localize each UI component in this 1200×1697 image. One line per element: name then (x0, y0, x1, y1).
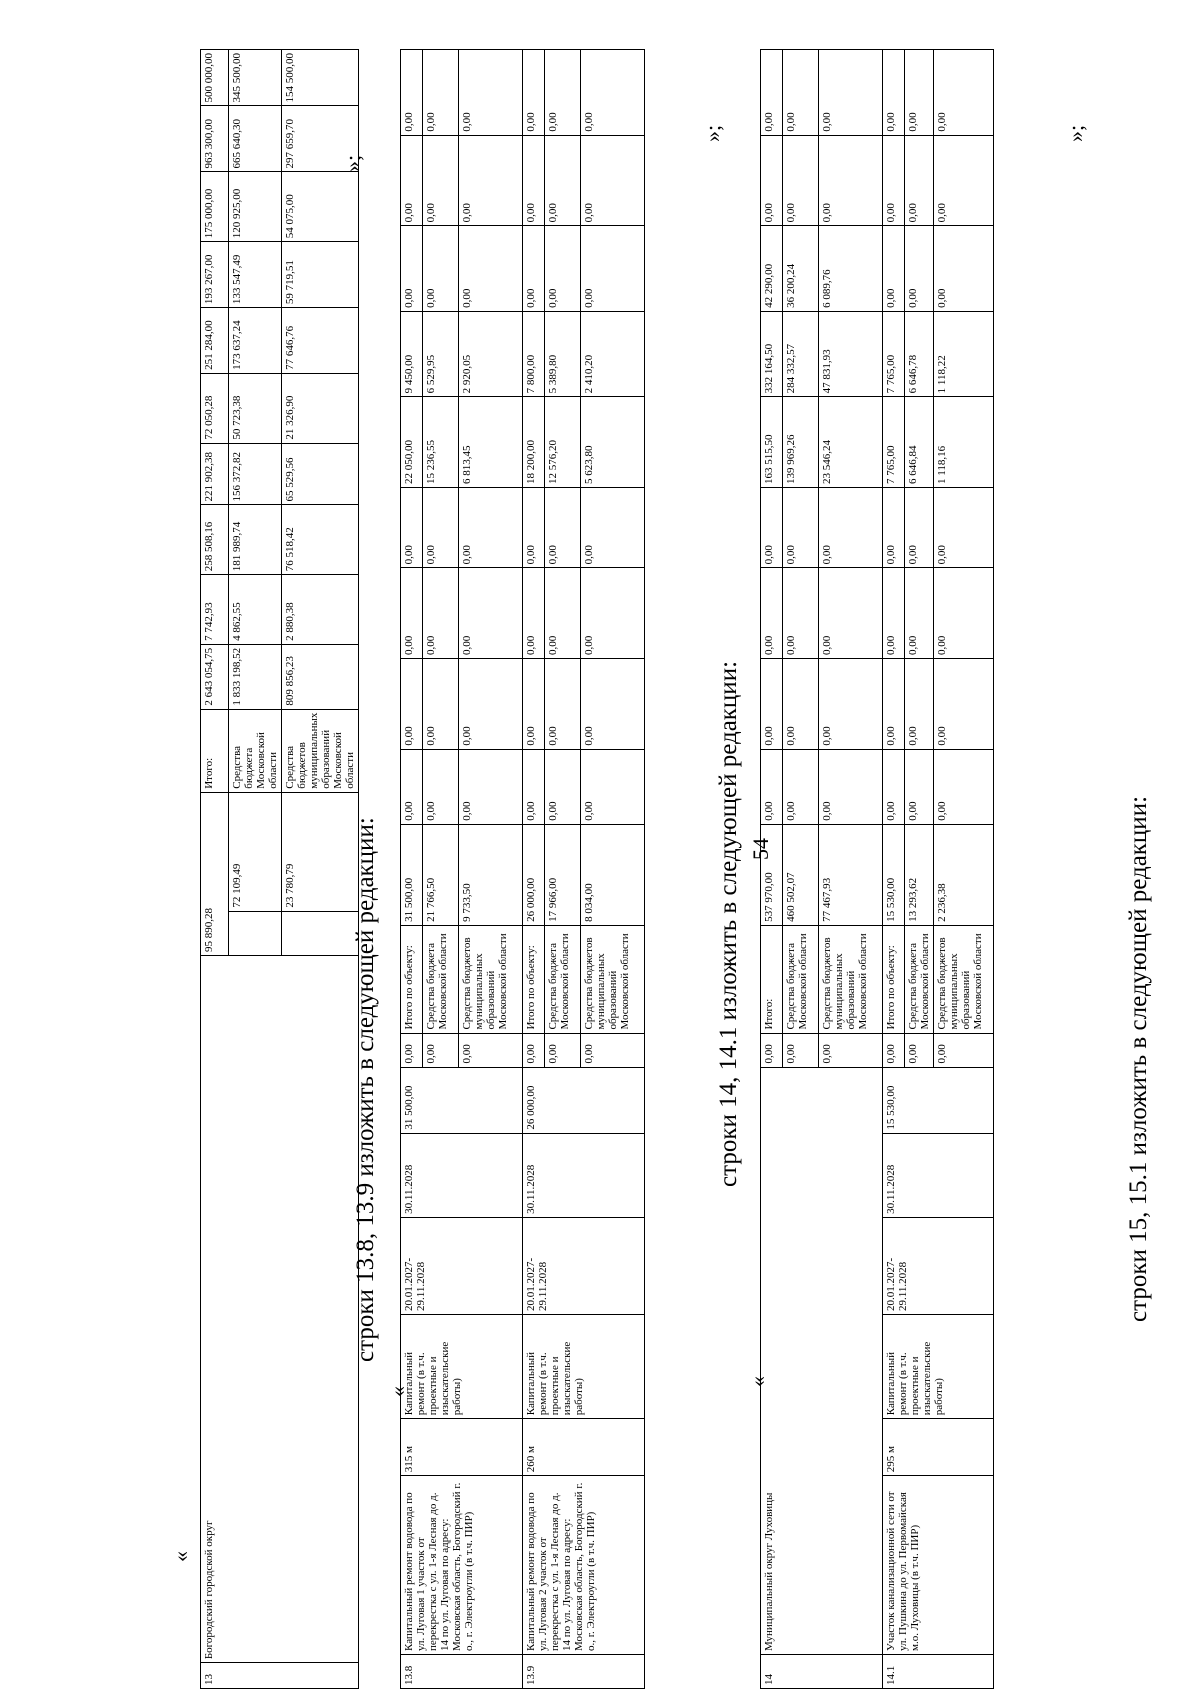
t2-row-1-open: 30.11.2028 (523, 1133, 645, 1217)
cell: 7 742,93 (201, 575, 229, 645)
heading-14: строки 14, 14.1 изложить в следующей редакции: (715, 660, 742, 1187)
t3-r14-src-2: Средства бюджетов муниципальных образований Московской области (819, 925, 883, 1033)
cell: 6 646,84 (905, 397, 934, 488)
cell: 0,00 (905, 749, 934, 824)
cell: 2 643 054,75 (201, 644, 229, 709)
cell: 76 518,42 (282, 505, 359, 575)
t2-row-1-fin-1: 0,00 (545, 1033, 581, 1067)
cell: 18 200,00 (523, 397, 545, 488)
t3-r141-cost: 15 530,00 (883, 1067, 994, 1133)
t1-name: Богородский городской округ (201, 955, 359, 1662)
cell: 0,00 (761, 50, 783, 136)
cell: 26 000,00 (523, 824, 545, 925)
cell: 0,00 (761, 135, 783, 226)
t3-r14-fin-2: 0,00 (819, 1033, 883, 1067)
t1-num: 13 (201, 1663, 359, 1689)
cell: 9 733,50 (459, 824, 523, 925)
t3-r141-src-1: Средства бюджета Московской области (905, 925, 934, 1033)
cell: 7 765,00 (883, 397, 905, 488)
cell: 2 880,38 (282, 575, 359, 645)
t2-row-1-fin-0: 0,00 (523, 1033, 545, 1067)
heading-13-8: строки 13.8, 13.9 изложить в следующей редакции: (352, 817, 379, 1362)
t2-row-0-fin-2: 0,00 (459, 1033, 523, 1067)
cell: 332 164,50 (761, 311, 783, 397)
cell: 175 000,00 (201, 172, 229, 242)
cell: 0,00 (545, 658, 581, 749)
cell: 0,00 (581, 50, 645, 136)
cell: 0,00 (423, 568, 459, 659)
cell: 0,00 (401, 568, 423, 659)
cell: 2 920,05 (459, 311, 523, 397)
cell: 0,00 (459, 568, 523, 659)
t2-row-0-type: Капитальный ремонт (в т.ч. проектные и изыскательские работы) (401, 1314, 523, 1418)
cell: 1 118,22 (934, 311, 994, 397)
cell: 22 050,00 (401, 397, 423, 488)
cell: 0,00 (401, 749, 423, 824)
t3-r141-fin-1: 0,00 (905, 1033, 934, 1067)
cell: 0,00 (783, 488, 819, 568)
cell: 1 833 198,52 (229, 644, 282, 709)
cell: 0,00 (819, 135, 883, 226)
cell: 0,00 (459, 488, 523, 568)
cell: 0,00 (761, 749, 783, 824)
cell: 5 389,80 (545, 311, 581, 397)
cell: 0,00 (581, 135, 645, 226)
t2-row-1-src-2: Средства бюджетов муниципальных образований Московской области (581, 925, 645, 1033)
cell: 0,00 (783, 50, 819, 136)
cell: 59 719,51 (282, 242, 359, 308)
t2-row-1-num: 13.9 (523, 1655, 645, 1689)
cell: 0,00 (423, 50, 459, 136)
open-quote-2: « (385, 1386, 410, 1397)
cell: 0,00 (783, 749, 819, 824)
cell: 23 546,24 (819, 397, 883, 488)
cell: 8 034,00 (581, 824, 645, 925)
cell: 15 530,00 (883, 824, 905, 925)
cell: 0,00 (423, 488, 459, 568)
cell: 12 576,20 (545, 397, 581, 488)
t2-row-0-open: 30.11.2028 (401, 1133, 523, 1217)
cell: 163 515,50 (761, 397, 783, 488)
t2-row-1-src-0: Итого по объекту: (523, 925, 545, 1033)
cell: 173 637,24 (229, 308, 282, 374)
cell: 50 723,38 (229, 373, 282, 443)
cell: 500 000,00 (201, 50, 229, 107)
cell: 0,00 (934, 568, 994, 659)
cell: 0,00 (401, 658, 423, 749)
cell: 0,00 (523, 226, 545, 312)
t3-r141-src-0: Итого по объекту: (883, 925, 905, 1033)
t2-row-1-type: Капитальный ремонт (в т.ч. проектные и изыскательские работы) (523, 1314, 645, 1418)
cell: 665 640,30 (229, 106, 282, 172)
cell: 0,00 (883, 50, 905, 136)
cell: 6 529,95 (423, 311, 459, 397)
cell: 0,00 (934, 226, 994, 312)
cell: 284 332,57 (783, 311, 819, 397)
cell: 47 831,93 (819, 311, 883, 397)
cell: 7 765,00 (883, 311, 905, 397)
cell: 5 623,80 (581, 397, 645, 488)
cell: 0,00 (459, 50, 523, 136)
cell: 0,00 (761, 658, 783, 749)
cell: 0,00 (883, 226, 905, 312)
cell: 0,00 (401, 135, 423, 226)
t3-r141-fin-2: 0,00 (934, 1033, 994, 1067)
cell: 13 293,62 (905, 824, 934, 925)
t2-row-0-src-0: Итого по объекту: (401, 925, 423, 1033)
cell: 0,00 (819, 488, 883, 568)
heading-15: строки 15, 15.1 изложить в следующей редакции: (1125, 795, 1152, 1322)
cell: 0,00 (761, 488, 783, 568)
cell: 0,00 (783, 658, 819, 749)
t1-c5-1: 72 109,49 (229, 792, 282, 911)
cell: 0,00 (545, 488, 581, 568)
cell: 0,00 (545, 135, 581, 226)
cell: 0,00 (905, 568, 934, 659)
cell: 6 813,45 (459, 397, 523, 488)
t2-row-0-name: Капитальный ремонт водовода по ул. Луговая 1 участок от перекрестка с ул. 1-я Лесная до д. 14 по ул. Луговая по адресу: Московская область, Богородский г. о., г. Электроугли (в т.ч. ПИР) (401, 1476, 523, 1655)
t2-row-0-dates: 20.01.2027-29.11.2028 (401, 1217, 523, 1314)
t3-r14-num: 14 (761, 1655, 883, 1689)
cell: 0,00 (545, 226, 581, 312)
cell: 120 925,00 (229, 172, 282, 242)
t2-row-0-fin-1: 0,00 (423, 1033, 459, 1067)
cell: 0,00 (401, 226, 423, 312)
cell: 0,00 (883, 658, 905, 749)
cell: 0,00 (523, 658, 545, 749)
cell: 809 856,23 (282, 644, 359, 709)
t1-c5-0: 95 890,28 (201, 792, 229, 955)
t3-r14-name: Муниципальный округ Луховицы (761, 1067, 883, 1654)
cell: 0,00 (459, 226, 523, 312)
cell: 345 500,00 (229, 50, 282, 107)
t2-row-0-src-2: Средства бюджетов муниципальных образований Московской области (459, 925, 523, 1033)
t2-row-0-fin-0: 0,00 (401, 1033, 423, 1067)
open-quote-1: « (168, 1551, 193, 1562)
cell: 0,00 (934, 749, 994, 824)
cell: 133 547,49 (229, 242, 282, 308)
t2-row-0-src-1: Средства бюджета Московской области (423, 925, 459, 1033)
cell: 460 502,07 (783, 824, 819, 925)
t2-row-1-fin-2: 0,00 (581, 1033, 645, 1067)
cell: 4 862,55 (229, 575, 282, 645)
cell: 15 236,55 (423, 397, 459, 488)
cell: 36 200,24 (783, 226, 819, 312)
cell: 0,00 (401, 50, 423, 136)
cell: 42 290,00 (761, 226, 783, 312)
cell: 963 300,00 (201, 106, 229, 172)
cell: 0,00 (783, 568, 819, 659)
t1-src-1: Средства бюджета Московской области (229, 709, 282, 792)
cell: 0,00 (761, 568, 783, 659)
cell: 0,00 (423, 658, 459, 749)
cell: 65 529,56 (282, 443, 359, 505)
cell: 251 284,00 (201, 308, 229, 374)
t3-r141-fin-0: 0,00 (883, 1033, 905, 1067)
cell: 154 500,00 (282, 50, 359, 107)
cell: 0,00 (883, 568, 905, 659)
cell: 297 659,70 (282, 106, 359, 172)
cell: 7 800,00 (523, 311, 545, 397)
cell: 0,00 (459, 135, 523, 226)
t3-r141-src-2: Средства бюджетов муниципальных образований Московской области (934, 925, 994, 1033)
cell: 31 500,00 (401, 824, 423, 925)
cell: 0,00 (883, 135, 905, 226)
cell: 77 646,76 (282, 308, 359, 374)
cell: 221 902,38 (201, 443, 229, 505)
cell: 0,00 (423, 135, 459, 226)
cell: 537 970,00 (761, 824, 783, 925)
cell: 6 089,76 (819, 226, 883, 312)
cell: 0,00 (459, 749, 523, 824)
cell: 0,00 (459, 658, 523, 749)
cell: 0,00 (423, 749, 459, 824)
cell: 0,00 (819, 568, 883, 659)
t3-r14-fin-1: 0,00 (783, 1033, 819, 1067)
cell: 0,00 (934, 50, 994, 136)
cell: 193 267,00 (201, 242, 229, 308)
cell: 0,00 (581, 568, 645, 659)
cell: 0,00 (905, 226, 934, 312)
cell: 0,00 (523, 50, 545, 136)
cell: 21 326,90 (282, 373, 359, 443)
cell: 0,00 (883, 749, 905, 824)
cell: 0,00 (934, 135, 994, 226)
cell: 181 989,74 (229, 505, 282, 575)
cell: 2 236,38 (934, 824, 994, 925)
t2-row-1-power: 260 м (523, 1419, 645, 1476)
cell: 54 075,00 (282, 172, 359, 242)
cell: 258 508,16 (201, 505, 229, 575)
cell: 0,00 (581, 226, 645, 312)
cell: 72 050,28 (201, 373, 229, 443)
t2-row-0-cost: 31 500,00 (401, 1067, 523, 1133)
t3-r141-num: 14.1 (883, 1655, 994, 1689)
t3-r141-power: 295 м (883, 1419, 994, 1476)
cell: 21 766,50 (423, 824, 459, 925)
close-quote-3: »; (1063, 124, 1088, 142)
cell: 0,00 (905, 488, 934, 568)
t2-row-1-cost: 26 000,00 (523, 1067, 645, 1133)
open-quote-3: « (745, 1376, 770, 1387)
cell: 77 467,93 (819, 824, 883, 925)
t3-r141-dates: 20.01.2027-29.11.2028 (883, 1217, 994, 1314)
cell: 0,00 (905, 658, 934, 749)
t1-c5-2: 23 780,79 (282, 792, 359, 911)
table-rows-13-8-13-9 (400, 49, 645, 1689)
table-rows-14-14-1 (760, 49, 994, 1689)
cell: 0,00 (523, 568, 545, 659)
cell: 0,00 (819, 658, 883, 749)
cell: 0,00 (545, 50, 581, 136)
cell: 0,00 (934, 488, 994, 568)
t3-r14-src-0: Итого: (761, 925, 783, 1033)
page-number: 54 (748, 838, 773, 860)
t1-src-0: Итого: (201, 709, 229, 792)
t3-r141-type: Капитальный ремонт (в т.ч. проектные и изыскательские работы) (883, 1314, 994, 1418)
cell: 0,00 (581, 488, 645, 568)
cell: 9 450,00 (401, 311, 423, 397)
t3-r14-src-1: Средства бюджета Московской области (783, 925, 819, 1033)
t2-row-1-src-1: Средства бюджета Московской области (545, 925, 581, 1033)
cell: 0,00 (819, 50, 883, 136)
close-quote-1: »; (340, 154, 365, 172)
cell: 0,00 (819, 749, 883, 824)
cell: 0,00 (883, 488, 905, 568)
cell: 0,00 (401, 488, 423, 568)
cell: 0,00 (523, 488, 545, 568)
cell: 0,00 (905, 50, 934, 136)
cell: 0,00 (523, 135, 545, 226)
t3-r141-name: Участок канализационной сети от ул. Пушкина до ул. Первомайская м.о. Луховицы (в т.ч. ПИР) (883, 1476, 994, 1655)
cell: 6 646,78 (905, 311, 934, 397)
table-bogorodsky (200, 49, 359, 1689)
cell: 0,00 (783, 135, 819, 226)
cell: 1 118,16 (934, 397, 994, 488)
t2-row-0-num: 13.8 (401, 1655, 523, 1689)
close-quote-2: »; (700, 124, 725, 142)
t3-r14-fin-0: 0,00 (761, 1033, 783, 1067)
cell: 0,00 (581, 749, 645, 824)
cell: 17 966,00 (545, 824, 581, 925)
cell: 0,00 (423, 226, 459, 312)
t2-row-0-power: 315 м (401, 1419, 523, 1476)
t1-src-2: Средства бюджетов муниципальных образований Московской области (282, 709, 359, 792)
cell: 0,00 (545, 749, 581, 824)
cell: 156 372,82 (229, 443, 282, 505)
cell: 0,00 (581, 658, 645, 749)
t2-row-1-dates: 20.01.2027-29.11.2028 (523, 1217, 645, 1314)
cell: 139 969,26 (783, 397, 819, 488)
t3-r141-open: 30.11.2028 (883, 1133, 994, 1217)
cell: 0,00 (545, 568, 581, 659)
cell: 0,00 (905, 135, 934, 226)
cell: 2 410,20 (581, 311, 645, 397)
cell: 0,00 (934, 658, 994, 749)
t2-row-1-name: Капитальный ремонт водовода по ул. Луговая 2 участок от перекрестка с ул. 1-я Лесная до д. 14 по ул. Луговая по адресу: Московская область, Богородский г. о., г. Электроугли (в т.ч. ПИР) (523, 1476, 645, 1655)
cell: 0,00 (523, 749, 545, 824)
